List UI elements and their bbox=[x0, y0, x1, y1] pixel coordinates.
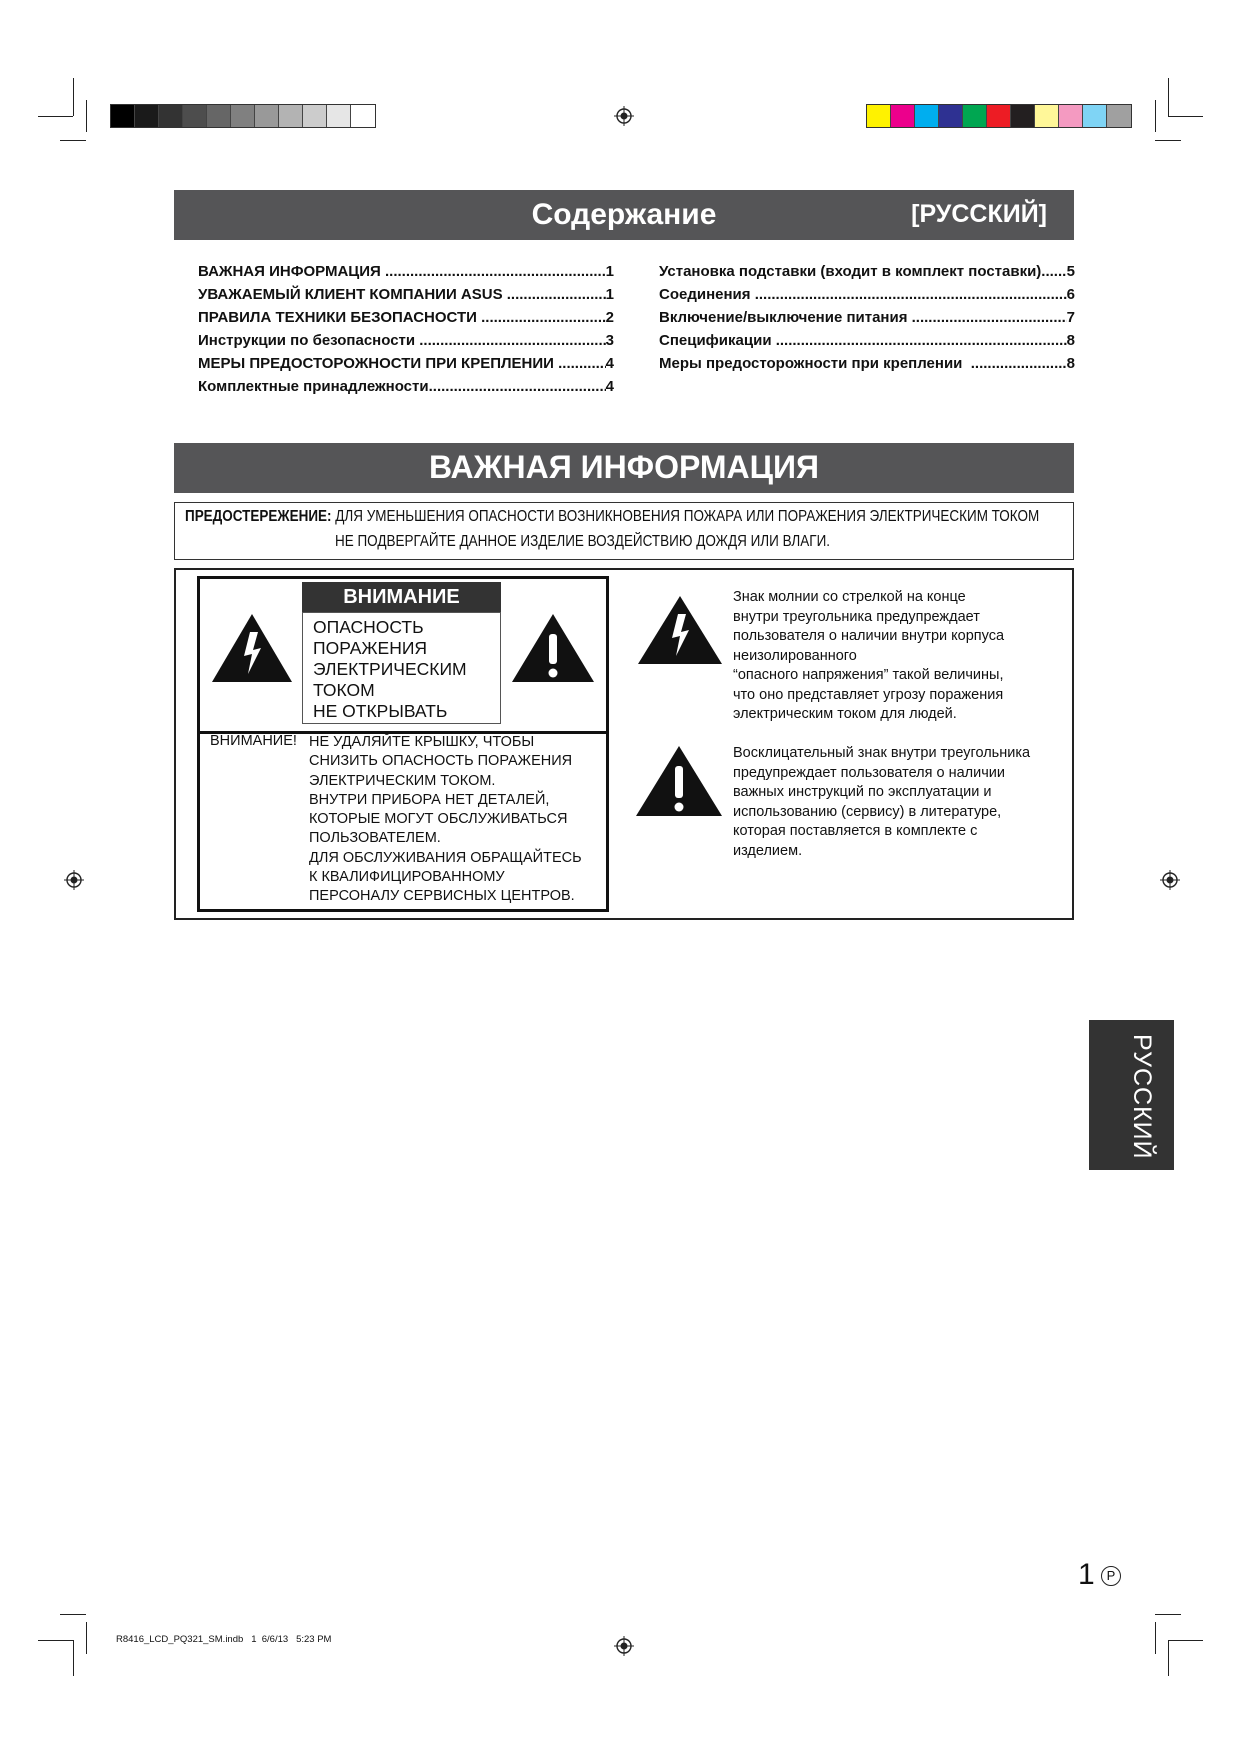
lightning-explanation bbox=[733, 588, 1004, 725]
explanation-line: изделием. bbox=[733, 842, 803, 859]
attention-line: ПОЛЬЗОВАТЕЛЕМ. bbox=[309, 830, 441, 847]
toc-entry-label: Инструкции по безопасности bbox=[198, 332, 420, 349]
color-swatch bbox=[867, 105, 891, 127]
attention-line: КОТОРЫЕ МОГУТ ОБСЛУЖИВАТЬСЯ bbox=[309, 811, 568, 828]
toc-entry[interactable] bbox=[198, 283, 614, 306]
color-swatch bbox=[987, 105, 1011, 127]
explanation-line: использованию (сервису) в литературе, bbox=[733, 803, 1002, 820]
danger-line: ТОКОМ bbox=[313, 680, 375, 700]
color-swatch bbox=[159, 105, 183, 127]
toc-entry-label: ПРАВИЛА ТЕХНИКИ БЕЗОПАСНОСТИ bbox=[198, 309, 482, 326]
color-swatch bbox=[183, 105, 207, 127]
toc-entry-page: 6 bbox=[1066, 286, 1075, 303]
color-swatch bbox=[207, 105, 231, 127]
attention-line: К КВАЛИФИЦИРОВАННОМУ bbox=[309, 869, 505, 886]
toc-leader-dots bbox=[755, 283, 1067, 306]
color-swatch bbox=[351, 105, 375, 127]
toc-entry-page: 4 bbox=[605, 355, 614, 372]
caution-label: ПРЕДОСТЕРЕЖЕНИЕ: bbox=[185, 508, 332, 525]
color-swatch bbox=[1059, 105, 1083, 127]
toc-entry[interactable] bbox=[659, 329, 1075, 352]
label-header: ВНИМАНИЕ bbox=[302, 582, 501, 612]
toc-entry-page: 4 bbox=[605, 378, 614, 395]
attention-line: ЭЛЕКТРИЧЕСКИМ ТОКОМ. bbox=[309, 772, 496, 789]
important-title: ВАЖНАЯ ИНФОРМАЦИЯ bbox=[428, 449, 820, 485]
toc-entry[interactable] bbox=[659, 306, 1075, 329]
toc-entry-page: 3 bbox=[605, 332, 614, 349]
gray-swatch-bar bbox=[110, 104, 376, 128]
toc-leader-dots bbox=[558, 352, 606, 375]
color-swatch bbox=[1107, 105, 1131, 127]
crop-mark bbox=[86, 100, 87, 132]
explanation-line: внутри треугольника предупреждает bbox=[733, 608, 980, 625]
crop-mark bbox=[1168, 1640, 1203, 1641]
language-side-tab bbox=[1089, 1020, 1174, 1170]
crop-mark bbox=[86, 1622, 87, 1654]
toc-entry[interactable] bbox=[659, 283, 1075, 306]
attention-line: НЕ УДАЛЯЙТЕ КРЫШКУ, ЧТОБЫ bbox=[309, 734, 535, 750]
toc-entry-page: 7 bbox=[1066, 309, 1075, 326]
danger-line: ЭЛЕКТРИЧЕСКИМ bbox=[313, 659, 467, 679]
exclamation-warning-icon bbox=[510, 612, 596, 684]
color-swatch bbox=[891, 105, 915, 127]
caution-line-1: ДЛЯ УМЕНЬШЕНИЯ ОПАСНОСТИ ВОЗНИКНОВЕНИЯ ПОЖАРА ИЛИ ПОРАЖЕНИЯ ЭЛЕКТРИЧЕСКИМ ТОКОМ bbox=[335, 508, 1040, 525]
danger-line: ПОРАЖЕНИЯ bbox=[313, 638, 428, 658]
crop-mark bbox=[73, 78, 74, 116]
toc-leader-dots bbox=[385, 260, 606, 283]
color-swatch bbox=[939, 105, 963, 127]
toc-entry-label: УВАЖАЕМЫЙ КЛИЕНТ КОМПАНИИ ASUS bbox=[198, 286, 507, 303]
toc-entry[interactable] bbox=[659, 352, 1075, 375]
attention-line: СНИЗИТЬ ОПАСНОСТЬ ПОРАЖЕНИЯ bbox=[309, 753, 573, 770]
lightning-warning-icon bbox=[636, 594, 724, 666]
color-swatch bbox=[915, 105, 939, 127]
toc-entry-page: 8 bbox=[1066, 355, 1075, 372]
label-danger-text bbox=[313, 617, 467, 722]
crop-mark bbox=[73, 1640, 74, 1676]
toc-entry[interactable] bbox=[659, 260, 1075, 283]
toc-entry-label: Меры предосторожности при креплении bbox=[659, 355, 971, 372]
toc-entry-label: Спецификации bbox=[659, 332, 776, 349]
explanation-line: “опасного напряжения” такой величины, bbox=[733, 667, 1004, 683]
attention-prefix: ВНИМАНИЕ! bbox=[210, 733, 297, 749]
crop-mark bbox=[1155, 140, 1181, 141]
crop-mark bbox=[38, 116, 73, 117]
caution-line-2: НЕ ПОДВЕРГАЙТЕ ДАННОЕ ИЗДЕЛИЕ ВОЗДЕЙСТВИЮ ДОЖДЯ ИЛИ ВЛАГИ. bbox=[335, 533, 831, 550]
lightning-warning-icon bbox=[210, 612, 294, 684]
color-swatch bbox=[1083, 105, 1107, 127]
toc-leader-dots bbox=[507, 283, 606, 306]
color-swatch bbox=[255, 105, 279, 127]
page-mark: P bbox=[1101, 1566, 1121, 1586]
explanation-line: пользователя о наличии внутри корпуса bbox=[733, 628, 1005, 644]
toc-entry-page: 1 bbox=[605, 263, 614, 280]
attention-text bbox=[309, 733, 582, 907]
toc-entry-page: 1 bbox=[605, 286, 614, 303]
color-swatch bbox=[1011, 105, 1035, 127]
explanation-line: Знак молнии со стрелкой на конце bbox=[733, 589, 966, 605]
toc-leader-dots bbox=[481, 306, 606, 329]
crop-mark bbox=[1168, 1640, 1169, 1676]
crop-mark bbox=[1155, 1622, 1156, 1654]
toc-entry-page: 2 bbox=[605, 309, 614, 326]
explanation-line: что оно представляет угрозу поражения bbox=[733, 686, 1004, 703]
color-swatch bbox=[1035, 105, 1059, 127]
color-swatch bbox=[279, 105, 303, 127]
danger-line: ОПАСНОСТЬ bbox=[313, 617, 424, 637]
file-info: R8416_LCD_PQ321_SM.indb 1 6/6/13 5:23 PM bbox=[116, 1634, 332, 1645]
crop-mark bbox=[1168, 116, 1203, 117]
explanation-line: электрическим током для людей. bbox=[733, 706, 957, 722]
danger-line: НЕ ОТКРЫВАТЬ bbox=[313, 701, 448, 721]
registration-mark-icon bbox=[64, 870, 84, 890]
crop-mark bbox=[1168, 78, 1169, 116]
toc-entry[interactable] bbox=[198, 306, 614, 329]
crop-mark bbox=[60, 140, 86, 141]
crop-mark bbox=[38, 1640, 73, 1641]
toc-entry[interactable] bbox=[198, 260, 614, 283]
toc-entry[interactable] bbox=[198, 375, 614, 398]
crop-mark bbox=[1155, 100, 1156, 132]
attention-line: ДЛЯ ОБСЛУЖИВАНИЯ ОБРАЩАЙТЕСЬ bbox=[309, 849, 582, 866]
toc-entry-label: Установка подставки (входит в комплект поставки) bbox=[659, 263, 1042, 280]
toc-entry-label: МЕРЫ ПРЕДОСТОРОЖНОСТИ ПРИ КРЕПЛЕНИИ bbox=[198, 355, 559, 372]
explanation-line: неизолированного bbox=[733, 647, 857, 664]
attention-line: ВНУТРИ ПРИБОРА НЕТ ДЕТАЛЕЙ, bbox=[309, 791, 550, 808]
toc-right-column bbox=[659, 260, 1075, 375]
toc-leader-dots bbox=[419, 329, 605, 352]
page-number: 1 bbox=[1078, 1558, 1095, 1591]
toc-left-column bbox=[198, 260, 614, 398]
toc-leader-dots bbox=[1041, 260, 1066, 283]
explanation-line: предупреждает пользователя о наличии bbox=[733, 764, 1005, 781]
toc-entry[interactable] bbox=[198, 352, 614, 375]
color-swatch bbox=[327, 105, 351, 127]
important-header-bar bbox=[174, 443, 1074, 493]
attention-line: ПЕРСОНАЛУ СЕРВИСНЫХ ЦЕНТРОВ. bbox=[309, 888, 575, 905]
crop-mark bbox=[1155, 1614, 1181, 1615]
toc-entry-page: 5 bbox=[1066, 263, 1075, 280]
color-swatch bbox=[231, 105, 255, 127]
registration-mark-icon bbox=[614, 1636, 634, 1656]
toc-entry-label: Соединения bbox=[659, 286, 755, 303]
exclamation-explanation bbox=[733, 744, 1030, 861]
registration-mark-icon bbox=[614, 106, 634, 126]
explanation-line: которая поставляется в комплекте с bbox=[733, 823, 978, 839]
toc-entry[interactable] bbox=[198, 329, 614, 352]
registration-mark-icon bbox=[1160, 870, 1180, 890]
toc-entry-label: Комплектные принадлежности bbox=[198, 378, 429, 395]
color-swatch bbox=[303, 105, 327, 127]
color-swatch bbox=[111, 105, 135, 127]
toc-leader-dots bbox=[429, 375, 606, 398]
toc-header-bar bbox=[174, 190, 1074, 240]
toc-entry-label: Включение/выключение питания bbox=[659, 309, 912, 326]
toc-title: Содержание bbox=[531, 198, 717, 231]
toc-leader-dots bbox=[971, 352, 1067, 375]
toc-leader-dots bbox=[776, 329, 1067, 352]
toc-language: [РУССКИЙ] bbox=[911, 200, 1047, 228]
caution-box bbox=[174, 502, 1074, 560]
color-swatch bbox=[135, 105, 159, 127]
color-swatch-bar bbox=[866, 104, 1132, 128]
toc-entry-page: 8 bbox=[1066, 332, 1075, 349]
toc-leader-dots bbox=[912, 306, 1067, 329]
color-swatch bbox=[963, 105, 987, 127]
explanation-line: важных инструкций по эксплуатации и bbox=[733, 784, 992, 800]
crop-mark bbox=[60, 1614, 86, 1615]
toc-entry-label: ВАЖНАЯ ИНФОРМАЦИЯ bbox=[198, 263, 385, 280]
exclamation-warning-icon bbox=[634, 744, 724, 818]
side-tab-label: РУССКИЙ bbox=[1128, 1034, 1156, 1160]
explanation-line: Восклицательный знак внутри треугольника bbox=[733, 745, 1031, 761]
